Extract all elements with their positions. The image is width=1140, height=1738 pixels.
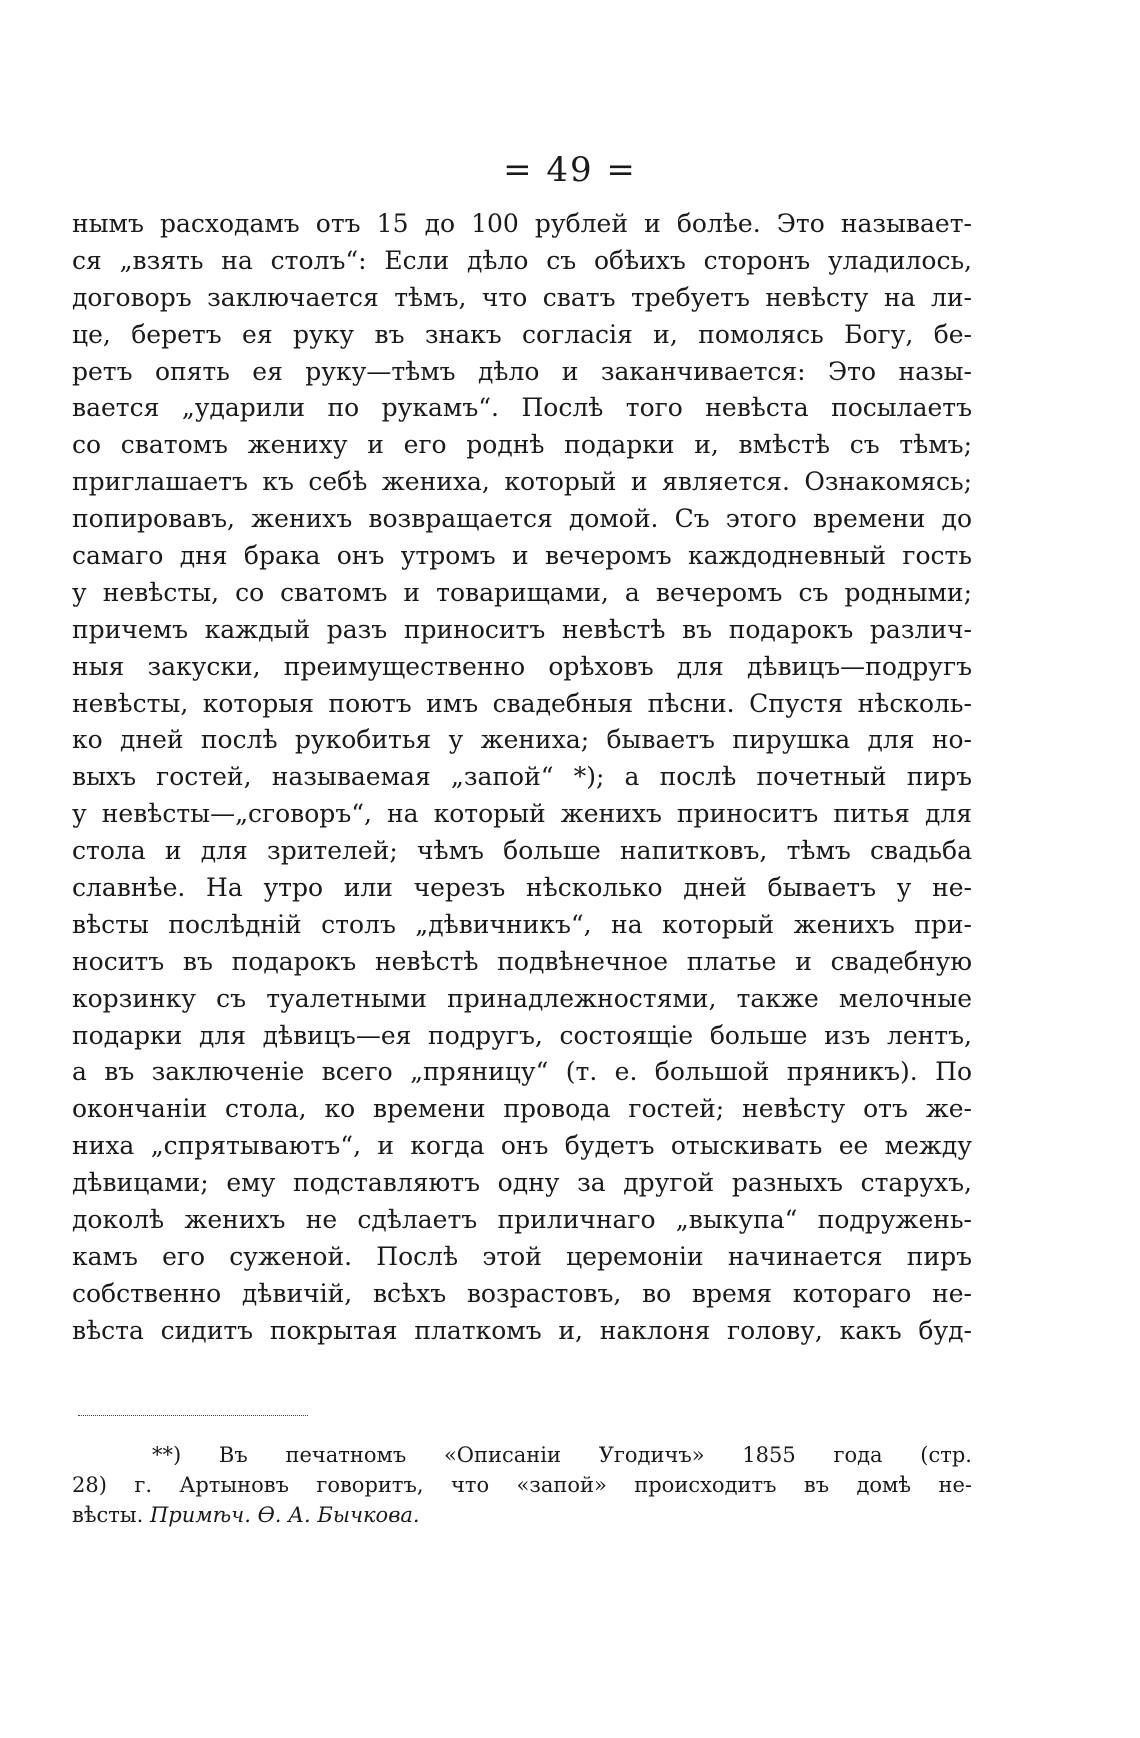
text-line: це, беретъ ея руку въ знакъ согласія и, помолясь Богу, бе-: [72, 319, 972, 349]
text-line: нымъ расходамъ отъ 15 до 100 рублей и болѣе. Это называет-: [72, 209, 972, 238]
text-line: вѣста сидитъ покрытая платкомъ и, наклоня голову, какъ буд-: [72, 1315, 972, 1345]
text-line: носитъ въ подарокъ невѣстѣ подвѣнечное платье и свадебную: [72, 946, 972, 976]
text-line: со сватомъ жениху и его роднѣ подарки и, вмѣстѣ съ тѣмъ;: [72, 430, 972, 460]
text-line: стола и для зрителей; чѣмъ больше напитковъ, тѣмъ свадьба: [72, 836, 972, 866]
text-line: вается „ударили по рукамъ“. Послѣ того невѣста посылаетъ: [72, 393, 972, 423]
footnote-divider: [78, 1415, 308, 1416]
footnote-line: [72, 1500, 972, 1530]
text-line: доколѣ женихъ не сдѣлаетъ приличнаго „выкупа“ подружень-: [72, 1205, 972, 1235]
main-text: [72, 206, 972, 1350]
footnote-signature: Примѣч. Ѳ. А. Бычкова.: [149, 1503, 420, 1527]
text-line: ретъ опять ея руку—тѣмъ дѣло и заканчивается: Это назы-: [72, 356, 972, 386]
text-line: собственно дѣвичій, всѣхъ возрастовъ, во время котораго не-: [72, 1278, 972, 1308]
text-line: а въ заключеніе всего „пряницу“ (т. е. большой пряникъ). По: [72, 1057, 972, 1087]
text-line: приглашаетъ къ себѣ жениха, который и является. Ознакомясь;: [72, 467, 972, 497]
text-line: невѣсты, которыя поютъ имъ свадебныя пѣсни. Спустя нѣсколь-: [72, 688, 972, 718]
text-line: ниха „спрятываютъ“, и когда онъ будетъ отыскивать ее между: [72, 1131, 972, 1161]
text-line: самаго дня брака онъ утромъ и вечеромъ каждодневный гость: [72, 541, 972, 571]
page-number: = 49 =: [503, 150, 637, 190]
text-line: причемъ каждый разъ приноситъ невѣстѣ въ подарокъ различ-: [72, 614, 972, 644]
text-line: вѣсты послѣдній столъ „дѣвичникъ“, на который женихъ при-: [72, 909, 972, 939]
footnote-line: **) Въ печатномъ «Описаніи Угодичъ» 1855 года (стр.: [152, 1443, 972, 1467]
text-line: ко дней послѣ рукобитья у жениха; бываетъ пирушка для но-: [72, 725, 972, 755]
text-line: ныя закуски, преимущественно орѣховъ для дѣвицъ—подругъ: [72, 651, 972, 681]
text-line: у невѣсты—„сговоръ“, на который женихъ приноситъ питья для: [72, 799, 972, 829]
text-line: корзинку съ туалетными принадлежностями, также мелочные: [72, 983, 972, 1013]
text-line: договоръ заключается тѣмъ, что сватъ требуетъ невѣсту на ли-: [72, 282, 972, 312]
text-line: ся „взять на столъ“: Если дѣло съ обѣихъ сторонъ уладилось,: [72, 245, 972, 275]
text-line: у невѣсты, со сватомъ и товарищами, а вечеромъ съ родными;: [72, 577, 972, 607]
text-line: выхъ гостей, называемая „запой“ *); а послѣ почетный пиръ: [72, 762, 972, 792]
text-line: подарки для дѣвицъ—ея подругъ, состоящіе больше изъ лентъ,: [72, 1020, 972, 1050]
footnote: [72, 1440, 972, 1530]
text-line: попировавъ, женихъ возвращается домой. Съ этого времени до: [72, 504, 972, 534]
text-line: камъ его суженой. Послѣ этой церемоніи начинается пиръ: [72, 1241, 972, 1271]
text-line: дѣвицами; ему подставляютъ одну за другой разныхъ старухъ,: [72, 1168, 972, 1198]
footnote-line: 28) г. Артыновъ говоритъ, что «запой» происходитъ въ домѣ не-: [72, 1473, 972, 1497]
footnote-text: вѣсты.: [72, 1503, 144, 1527]
text-line: окончаніи стола, ко времени провода гостей; невѣсту отъ же-: [72, 1094, 972, 1124]
text-line: славнѣе. На утро или черезъ нѣсколько дней бываетъ у не-: [72, 873, 972, 903]
